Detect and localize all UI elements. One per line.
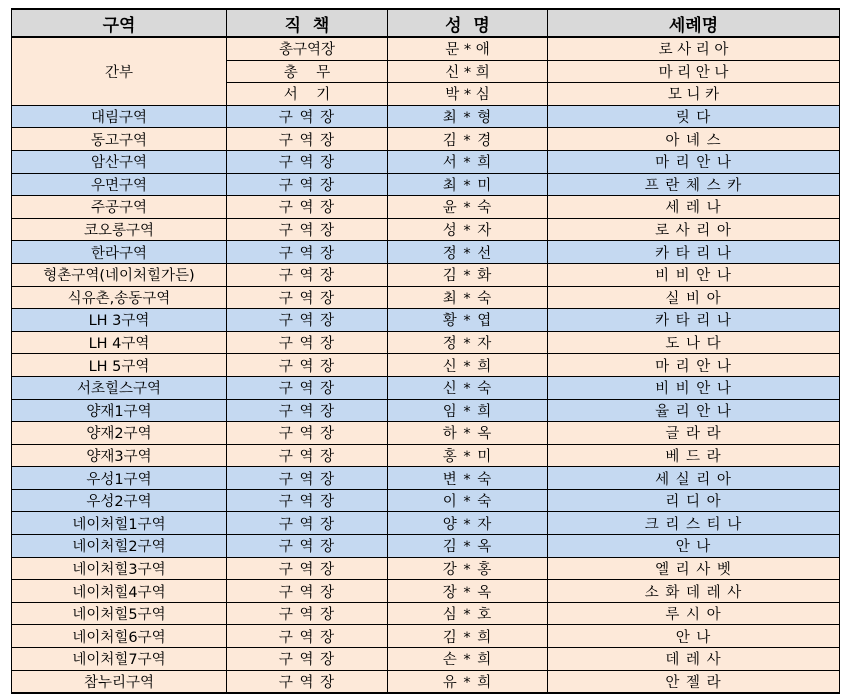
district-name: 우성2구역 <box>12 489 227 512</box>
baptismal-name: 카 타 리 나 <box>548 241 840 264</box>
district-name: 네이처힐7구역 <box>12 648 227 671</box>
member-name: 신 * 희 <box>388 354 548 377</box>
district-position: 구 역 장 <box>227 354 388 377</box>
district-position: 구 역 장 <box>227 399 388 422</box>
member-name: 임 * 희 <box>388 399 548 422</box>
table-row <box>12 241 840 264</box>
district-position: 구 역 장 <box>227 331 388 354</box>
baptismal-name: 베 드 라 <box>548 444 840 467</box>
member-name: 최 * 숙 <box>388 286 548 309</box>
district-name: 코오롱구역 <box>12 218 227 241</box>
table-row <box>12 467 840 490</box>
district-position: 구 역 장 <box>227 670 388 693</box>
baptismal-name: 릿 다 <box>548 105 840 128</box>
district-name: 한라구역 <box>12 241 227 264</box>
member-name: 신 * 숙 <box>388 376 548 399</box>
district-position: 구 역 장 <box>227 602 388 625</box>
district-position: 구 역 장 <box>227 241 388 264</box>
district-name: 참누리구역 <box>12 670 227 693</box>
table-row <box>12 444 840 467</box>
table-row <box>12 670 840 693</box>
district-name: 우면구역 <box>12 173 227 196</box>
district-position: 구 역 장 <box>227 196 388 219</box>
district-name: 양재2구역 <box>12 422 227 445</box>
baptismal-name: 글 라 라 <box>548 422 840 445</box>
table-row <box>12 196 840 219</box>
baptismal-name: 실 비 아 <box>548 286 840 309</box>
member-name: 황 * 엽 <box>388 309 548 332</box>
district-name: 네이처힐6구역 <box>12 625 227 648</box>
district-name: 네이처힐2구역 <box>12 535 227 558</box>
district-position: 구 역 장 <box>227 263 388 286</box>
baptismal-name: 로 사 리 아 <box>548 218 840 241</box>
table-row <box>12 331 840 354</box>
member-name: 정 * 자 <box>388 331 548 354</box>
member-name: 윤 * 숙 <box>388 196 548 219</box>
district-name: 주공구역 <box>12 196 227 219</box>
baptismal-name: 루 시 아 <box>548 602 840 625</box>
member-name: 서 * 희 <box>388 150 548 173</box>
district-position: 구 역 장 <box>227 580 388 603</box>
district-leaders-table-container <box>11 8 840 694</box>
member-name: 이 * 숙 <box>388 489 548 512</box>
district-name: 형촌구역(네이처힐가든) <box>12 263 227 286</box>
district-position: 구 역 장 <box>227 648 388 671</box>
table-row <box>12 489 840 512</box>
officer-row <box>12 37 840 60</box>
baptismal-name: 마 리 안 나 <box>548 150 840 173</box>
table-row <box>12 354 840 377</box>
officer-baptismal-name: 모 니 카 <box>548 83 840 106</box>
district-name: LH 4구역 <box>12 331 227 354</box>
district-name: 우성1구역 <box>12 467 227 490</box>
table-row <box>12 309 840 332</box>
member-name: 최 * 형 <box>388 105 548 128</box>
district-position: 구 역 장 <box>227 376 388 399</box>
district-name: 동고구역 <box>12 128 227 151</box>
district-position: 구 역 장 <box>227 535 388 558</box>
officer-name: 신 * 희 <box>388 60 548 83</box>
district-position: 구 역 장 <box>227 218 388 241</box>
district-name: 네이처힐5구역 <box>12 602 227 625</box>
officer-position: 총구역장 <box>227 37 388 60</box>
baptismal-name: 도 나 다 <box>548 331 840 354</box>
baptismal-name: 안 나 <box>548 625 840 648</box>
district-name: 양재1구역 <box>12 399 227 422</box>
district-position: 구 역 장 <box>227 286 388 309</box>
baptismal-name: 카 타 리 나 <box>548 309 840 332</box>
district-name: 네이처힐4구역 <box>12 580 227 603</box>
table-row <box>12 422 840 445</box>
district-leaders-table <box>11 8 840 694</box>
table-body <box>12 37 840 693</box>
district-position: 구 역 장 <box>227 444 388 467</box>
baptismal-name: 비 비 안 나 <box>548 263 840 286</box>
district-name: LH 3구역 <box>12 309 227 332</box>
member-name: 유 * 희 <box>388 670 548 693</box>
officer-position: 총 무 <box>227 60 388 83</box>
table-row <box>12 150 840 173</box>
member-name: 심 * 호 <box>388 602 548 625</box>
district-position: 구 역 장 <box>227 467 388 490</box>
district-position: 구 역 장 <box>227 105 388 128</box>
district-name: 네이처힐1구역 <box>12 512 227 535</box>
officer-baptismal-name: 마 리 안 나 <box>548 60 840 83</box>
officer-group-label: 간부 <box>12 37 227 105</box>
member-name: 성 * 자 <box>388 218 548 241</box>
table-row <box>12 263 840 286</box>
table-row <box>12 512 840 535</box>
header-baptismal-name: 세례명 <box>548 9 840 37</box>
officer-position: 서 기 <box>227 83 388 106</box>
table-row <box>12 399 840 422</box>
member-name: 손 * 희 <box>388 648 548 671</box>
baptismal-name: 마 리 안 나 <box>548 354 840 377</box>
baptismal-name: 안 나 <box>548 535 840 558</box>
header-area: 구역 <box>12 9 227 37</box>
district-position: 구 역 장 <box>227 422 388 445</box>
district-position: 구 역 장 <box>227 625 388 648</box>
district-position: 구 역 장 <box>227 173 388 196</box>
member-name: 장 * 옥 <box>388 580 548 603</box>
member-name: 김 * 경 <box>388 128 548 151</box>
table-row <box>12 376 840 399</box>
table-row <box>12 218 840 241</box>
member-name: 김 * 희 <box>388 625 548 648</box>
baptismal-name: 율 리 안 나 <box>548 399 840 422</box>
table-row <box>12 173 840 196</box>
officer-name: 박 * 심 <box>388 83 548 106</box>
baptismal-name: 데 레 사 <box>548 648 840 671</box>
district-position: 구 역 장 <box>227 557 388 580</box>
table-row <box>12 602 840 625</box>
table-row <box>12 625 840 648</box>
district-name: 네이처힐3구역 <box>12 557 227 580</box>
baptismal-name: 세 레 나 <box>548 196 840 219</box>
district-position: 구 역 장 <box>227 150 388 173</box>
baptismal-name: 소 화 데 레 사 <box>548 580 840 603</box>
baptismal-name: 안 젤 라 <box>548 670 840 693</box>
table-row <box>12 286 840 309</box>
baptismal-name: 프 란 체 스 카 <box>548 173 840 196</box>
officer-baptismal-name: 로 사 리 아 <box>548 37 840 60</box>
baptismal-name: 엘 리 사 벳 <box>548 557 840 580</box>
member-name: 정 * 선 <box>388 241 548 264</box>
baptismal-name: 아 녜 스 <box>548 128 840 151</box>
baptismal-name: 리 디 아 <box>548 489 840 512</box>
member-name: 김 * 옥 <box>388 535 548 558</box>
header-position: 직 책 <box>227 9 388 37</box>
baptismal-name: 크 리 스 티 나 <box>548 512 840 535</box>
table-row <box>12 535 840 558</box>
table-row <box>12 580 840 603</box>
district-name: 대림구역 <box>12 105 227 128</box>
district-name: LH 5구역 <box>12 354 227 377</box>
table-row <box>12 105 840 128</box>
table-row <box>12 557 840 580</box>
district-name: 식유촌,송동구역 <box>12 286 227 309</box>
member-name: 양 * 자 <box>388 512 548 535</box>
district-position: 구 역 장 <box>227 128 388 151</box>
district-position: 구 역 장 <box>227 489 388 512</box>
district-name: 암산구역 <box>12 150 227 173</box>
table-row <box>12 128 840 151</box>
table-row <box>12 648 840 671</box>
district-position: 구 역 장 <box>227 512 388 535</box>
member-name: 변 * 숙 <box>388 467 548 490</box>
member-name: 최 * 미 <box>388 173 548 196</box>
member-name: 김 * 화 <box>388 263 548 286</box>
district-position: 구 역 장 <box>227 309 388 332</box>
baptismal-name: 비 비 안 나 <box>548 376 840 399</box>
baptismal-name: 세 실 리 아 <box>548 467 840 490</box>
header-name: 성 명 <box>388 9 548 37</box>
member-name: 하 * 옥 <box>388 422 548 445</box>
officer-name: 문 * 애 <box>388 37 548 60</box>
member-name: 강 * 홍 <box>388 557 548 580</box>
district-name: 양재3구역 <box>12 444 227 467</box>
header-row <box>12 9 840 37</box>
district-name: 서초힐스구역 <box>12 376 227 399</box>
member-name: 홍 * 미 <box>388 444 548 467</box>
